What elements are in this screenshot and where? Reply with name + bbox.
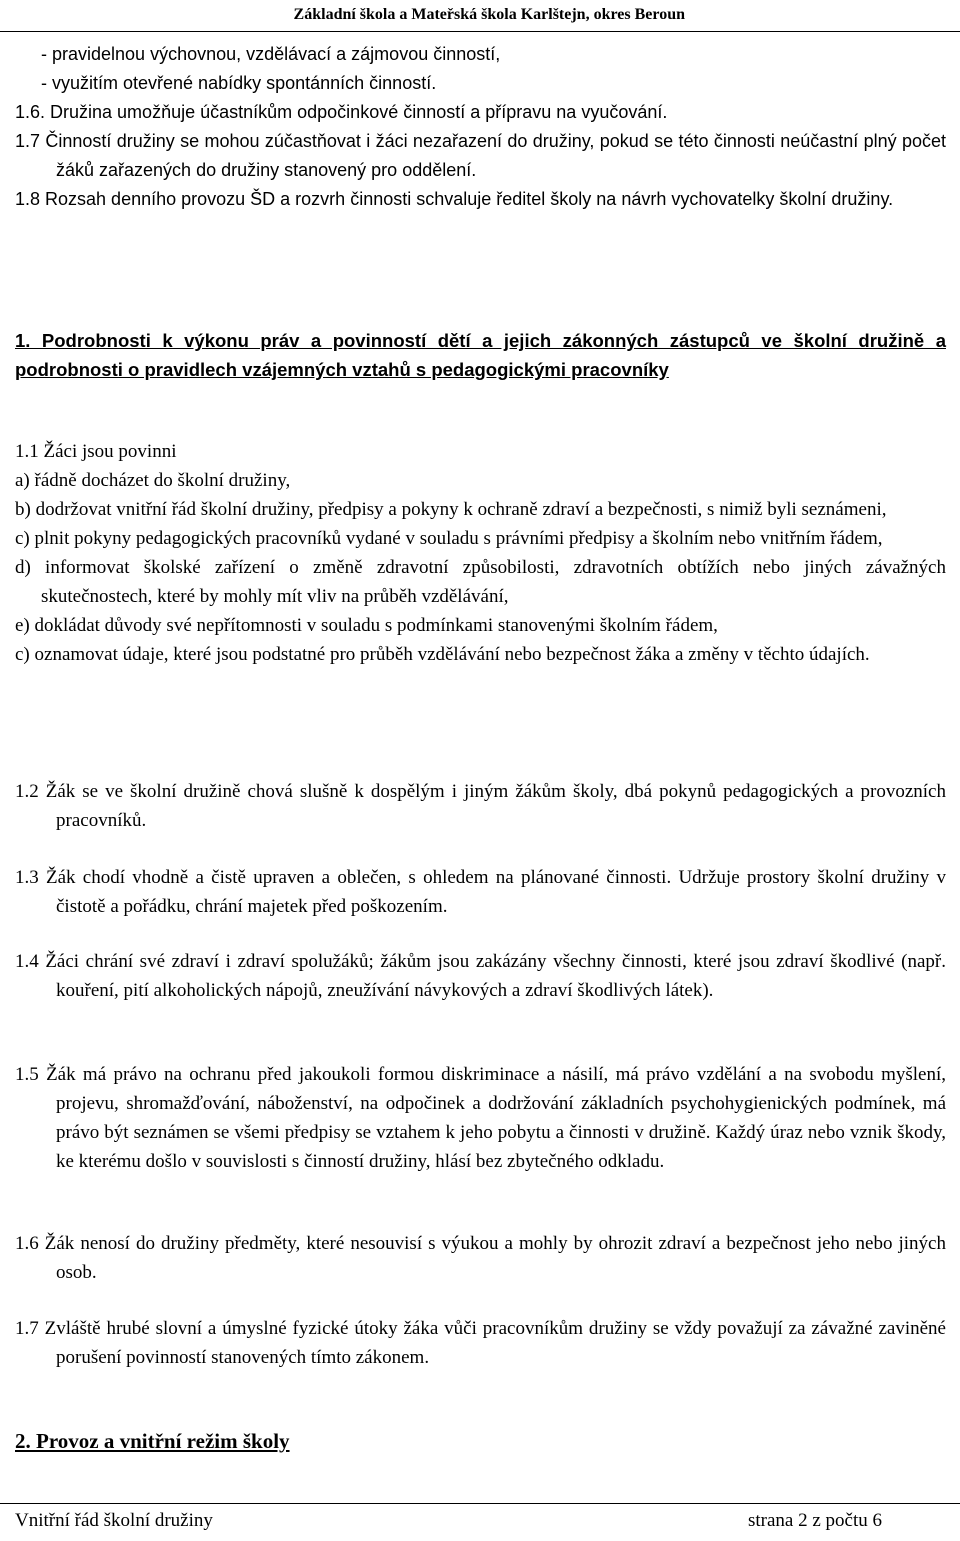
dash-item: - využitím otevřené nabídky spontánních činností. bbox=[41, 73, 437, 93]
paragraph-1-7b: 1.7 Zvláště hrubé slovní a úmyslné fyzické útoky žáka vůči pracovníkům družiny se vždy považují za závažné zaviněné porušení povinností stanovených tímto zákonem. bbox=[15, 1318, 946, 1368]
footer-rule bbox=[0, 1503, 960, 1504]
header-title: Základní škola a Mateřská škola Karlštejn, okres Beroun bbox=[293, 6, 685, 23]
dash-item: - pravidelnou výchovnou, vzdělávací a zájmovou činností, bbox=[41, 44, 501, 64]
paragraph-1-2: 1.2 Žák se ve školní družině chová slušně k dospělým i jiným žákům školy, dbá pokynů pedagogických a provozních pracovníků. bbox=[15, 781, 946, 831]
paragraph-1-6b: 1.6 Žák nenosí do družiny předměty, které nesouvisí s výukou a mohly by ohrozit zdraví a bezpečnost jeho nebo jiných osob. bbox=[15, 1233, 946, 1283]
paragraph-1-3: 1.3 Žák chodí vhodně a čistě upraven a oblečen, s ohledem na plánované činnosti. Udržuje prostory školní družiny v čistotě a pořádku, chrání majetek před poškozením. bbox=[15, 867, 946, 917]
duty-item-c2: c) oznamovat údaje, které jsou podstatné pro průběh vzdělávání nebo bezpečnost žáka a změny v těchto údajích. bbox=[15, 644, 870, 665]
duty-item-a: a) řádně docházet do školní družiny, bbox=[15, 470, 291, 491]
section-1-heading: 1. Podrobnosti k výkonu práv a povinností dětí a jejich zákonných zástupců ve školní družině a podrobnosti o pravidlech vzájemných vztahů s pedagogickými pracovníky bbox=[15, 330, 946, 380]
duties-list bbox=[15, 437, 946, 669]
paragraph-1-7: 1.7 Činností družiny se mohou zúčastňovat i žáci nezařazení do družiny, pokud se této činnosti neúčastní plný počet žáků zařazených do družiny stanovený pro oddělení. bbox=[15, 131, 946, 180]
duty-item-e: e) dokládat důvody své nepřítomnosti v souladu s podmínkami stanovenými školním řádem, bbox=[15, 615, 718, 636]
footer-page-number: strana 2 z počtu 6 bbox=[747, 1510, 882, 1531]
section-2-heading: 2. Provoz a vnitřní režim školy bbox=[15, 1429, 290, 1453]
paragraph-1-8: 1.8 Rozsah denního provozu ŠD a rozvrh činnosti schvaluje ředitel školy na návrh vychovatelky školní družiny. bbox=[15, 189, 894, 209]
duty-item-c: c) plnit pokyny pedagogických pracovníků vydané v souladu s právními předpisy a školním nebo vnitřním řádem, bbox=[15, 528, 883, 549]
paragraph-1-4: 1.4 Žáci chrání své zdraví i zdraví spolužáků; žákům jsou zakázány všechny činnosti, které jsou zdraví škodlivé (např. kouření, pití alkoholických nápojů, zneužívání návykových a zdraví škodlivých látek). bbox=[15, 951, 946, 1001]
duty-item-d: d) informovat školské zařízení o změně zdravotní způsobilosti, zdravotních obtížích nebo jiných závažných skutečnostech, které by mohly mít vliv na průběh vzdělávání, bbox=[15, 557, 946, 607]
page-header bbox=[0, 0, 960, 32]
footer-doc-title: Vnitřní řád školní družiny bbox=[15, 1510, 213, 1531]
paragraph-1-6: 1.6. Družina umožňuje účastníkům odpočinkové činností a přípravu na vyučování. bbox=[15, 102, 668, 122]
paragraph-1-5: 1.5 Žák má právo na ochranu před jakoukoli formou diskriminace a násilí, má právo vzdělání a na svobodu myšlení, projevu, shromažďování, náboženství, na odpočinek a dodržování základních psychohygienických podmínek, má právo být seznámen se všemi předpisy se vztahem k jeho pobytu a činnosti v družině. Každý úraz nebo vznik škody, ke kterému došlo v souvislosti s činností družiny, hlásí bez zbytečného odkladu. bbox=[15, 1064, 946, 1172]
top-list bbox=[15, 40, 946, 214]
duties-intro: 1.1 Žáci jsou povinni bbox=[15, 441, 177, 462]
duty-item-b: b) dodržovat vnitřní řád školní družiny, předpisy a pokyny k ochraně zdraví a bezpečnosti, s nimiž byli seznámeni, bbox=[15, 499, 887, 520]
header-rule bbox=[0, 31, 960, 32]
